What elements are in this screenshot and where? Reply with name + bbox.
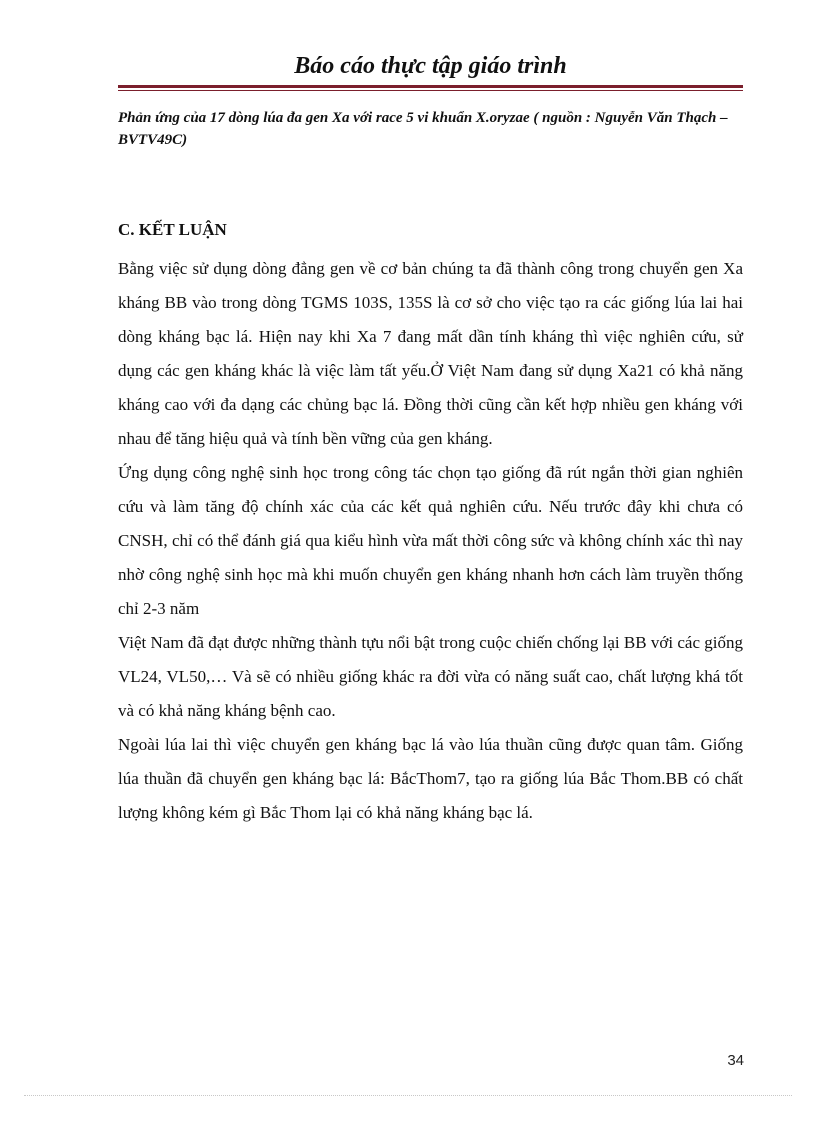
paragraph-4: Ngoài lúa lai thì việc chuyển gen kháng bạc lá vào lúa thuần cũng được quan tâm. Giống lúa thuần đã chuyển gen kháng bạc lá: BắcThom7, tạo ra giống lúa Bắc Thom.BB có chất lượng không kém gì Bắc Thom lại có khả năng kháng bạc lá. [118,735,743,822]
page-edge-divider [24,1095,792,1096]
paragraph-2: Ứng dụng công nghệ sinh học trong công tác chọn tạo giống đã rút ngắn thời gian nghiên cứu và làm tăng độ chính xác của các kết quả nghiên cứu. Nếu trước đây khi chưa có CNSH, chỉ có thể đánh giá qua kiểu hình vừa mất thời công sức và không chính xác thì nay nhờ công nghệ sinh học mà khi muốn chuyển gen kháng nhanh hơn cách làm truyền thống chỉ 2-3 năm [118,463,743,618]
page-header-title: Báo cáo thực tập giáo trình [294,53,567,79]
header-rule-thin [118,90,743,91]
section-heading: C. KẾT LUẬN [118,220,227,239]
figure-caption: Phản ứng của 17 dòng lúa đa gen Xa với race 5 vi khuẩn X.oryzae ( nguồn : Nguyễn Văn Thạch –BVTV49C) [118,110,728,148]
page-number: 34 [727,1052,744,1069]
paragraph-3: Việt Nam đã đạt được những thành tựu nổi bật trong cuộc chiến chống lại BB với các giống VL24, VL50,… Và sẽ có nhiều giống khác ra đời vừa có năng suất cao, chất lượng khá tốt và có khả năng kháng bệnh cao. [118,633,743,720]
header-rule [118,85,743,88]
body-text [118,252,743,830]
paragraph-1: Bằng việc sử dụng dòng đẳng gen về cơ bản chúng ta đã thành công trong chuyển gen Xa kháng BB vào trong dòng TGMS 103S, 135S là cơ sở cho việc tạo ra các giống lúa lai hai dòng kháng bạc lá. Hiện nay khi Xa 7 đang mất dần tính kháng thì việc nghiên cứu, sử dụng các gen kháng khác là việc làm tất yếu.Ở Việt Nam đang sử dụng Xa21 có khả năng kháng cao với đa dạng các chủng bạc lá. Đồng thời cũng cần kết hợp nhiều gen kháng với nhau để tăng hiệu quả và tính bền vững của gen kháng. [118,259,743,448]
